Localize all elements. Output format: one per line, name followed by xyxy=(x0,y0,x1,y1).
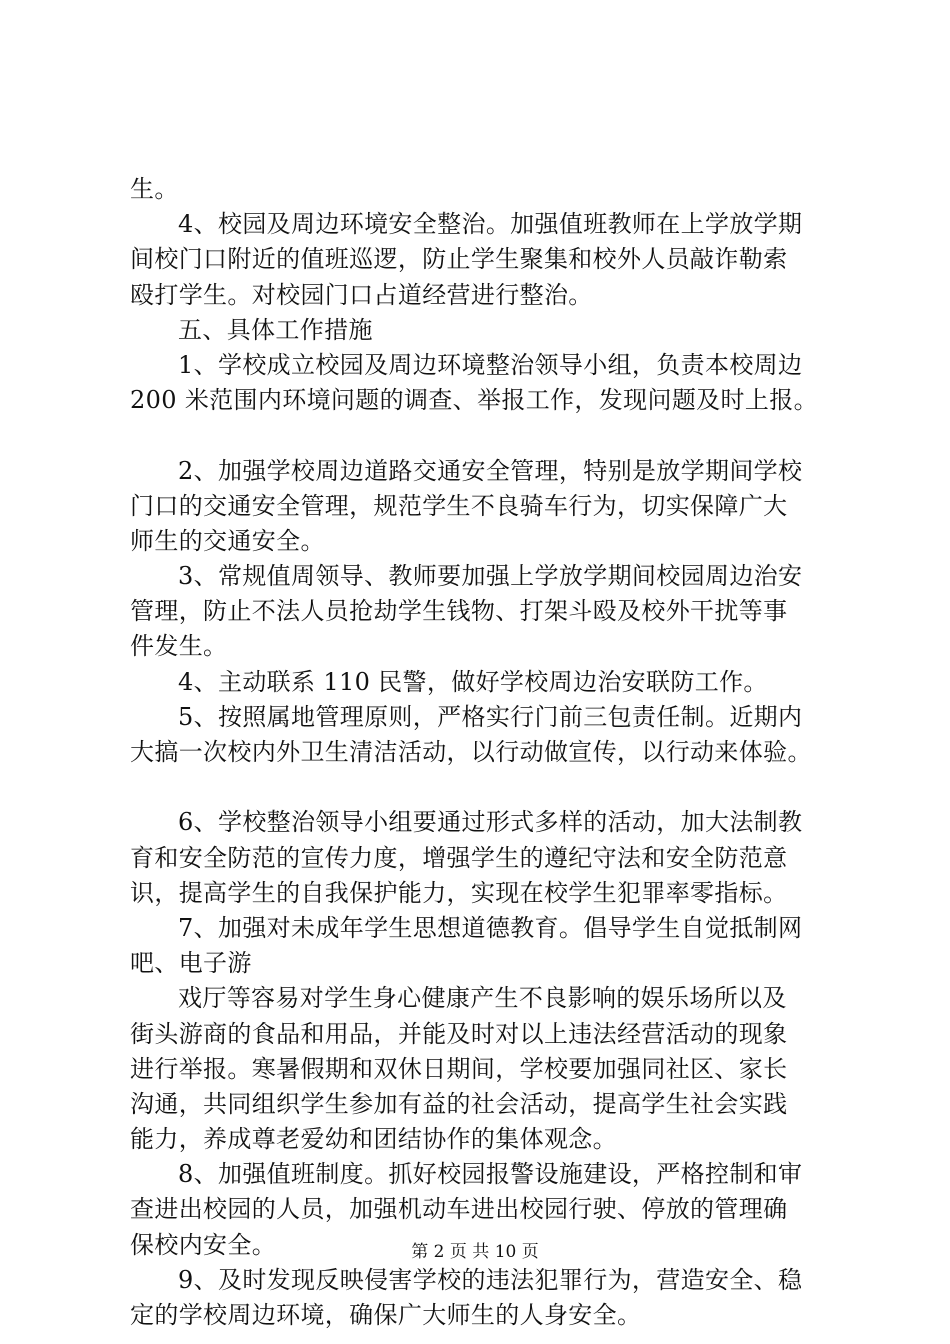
paragraph-line: 4、主动联系 110 民警，做好学校周边治安联防工作。 xyxy=(178,667,768,696)
paragraph-line: 9、及时发现反映侵害学校的违法犯罪行为，营造安全、稳 xyxy=(178,1265,803,1294)
paragraph-line: 门口的交通安全管理，规范学生不良骑车行为，切实保障广大 xyxy=(130,491,788,520)
paragraph-gap xyxy=(130,770,850,805)
paragraph-line: 间校门口附近的值班巡逻，防止学生聚集和校外人员敲诈勒索 xyxy=(130,245,788,274)
paragraph-line: 6、学校整治领导小组要通过形式多样的活动，加大法制教 xyxy=(178,808,803,837)
paragraph-line: 3、常规值周领导、教师要加强上学放学期间校园周边治安 xyxy=(178,562,803,591)
paragraph-line: 殴打学生。对校园门口占道经营进行整治。 xyxy=(130,280,593,309)
paragraph-line: 进行举报。寒暑假期和双休日期间，学校要加强同社区、家长 xyxy=(130,1054,788,1083)
paragraph-line: 吧、电子游 xyxy=(130,949,252,978)
paragraph-line: 定的学校周边环境，确保广大师生的人身安全。 xyxy=(130,1301,642,1329)
paragraph-line: 管理，防止不法人员抢劫学生钱物、打架斗殴及校外干扰等事 xyxy=(130,597,788,626)
paragraph-line: 识，提高学生的自我保护能力，实现在校学生犯罪率零指标。 xyxy=(130,878,788,907)
paragraph-line: 5、按照属地管理原则，严格实行门前三包责任制。近期内 xyxy=(178,702,803,731)
paragraph-line: 7、加强对未成年学生思想道德教育。倡导学生自觉抵制网 xyxy=(178,913,803,942)
paragraph-line: 8、加强值班制度。抓好校园报警设施建设，严格控制和审 xyxy=(178,1160,803,1189)
paragraph-line: 1、学校成立校园及周边环境整治领导小组，负责本校周边 xyxy=(178,350,803,379)
paragraph-line: 师生的交通安全。 xyxy=(130,526,325,555)
paragraph-line: 街头游商的食品和用品，并能及时对以上违法经营活动的现象 xyxy=(130,1019,788,1048)
document-body xyxy=(130,172,850,1333)
paragraph-gap xyxy=(130,418,850,453)
page-number: 第 2 页 共 10 页 xyxy=(411,1242,539,1262)
paragraph-line: 能力，养成尊老爱幼和团结协作的集体观念。 xyxy=(130,1125,617,1154)
paragraph-line: 200 米范围内环境问题的调查、举报工作，发现问题及时上报。 xyxy=(130,386,818,415)
paragraph-line: 戏厅等容易对学生身心健康产生不良影响的娱乐场所以及 xyxy=(178,984,787,1013)
paragraph-line: 沟通，共同组织学生参加有益的社会活动，提高学生社会实践 xyxy=(130,1089,788,1118)
paragraph-line: 件发生。 xyxy=(130,632,228,661)
paragraph-line: 4、校园及周边环境安全整治。加强值班教师在上学放学期 xyxy=(178,210,803,239)
paragraph-line: 大搞一次校内外卫生清洁活动，以行动做宣传，以行动来体验。 xyxy=(130,738,812,766)
paragraph-line: 保校内安全。 xyxy=(130,1230,277,1259)
paragraph-line: 2、加强学校周边道路交通安全管理，特别是放学期间学校 xyxy=(178,456,803,485)
paragraph-line: 查进出校园的人员，加强机动车进出校园行驶、停放的管理确 xyxy=(130,1195,788,1224)
paragraph-line: 生。 xyxy=(130,175,179,203)
paragraph-line: 育和安全防范的宣传力度，增强学生的遵纪守法和安全防范意 xyxy=(130,843,788,872)
section-heading: 五、具体工作措施 xyxy=(178,315,373,344)
